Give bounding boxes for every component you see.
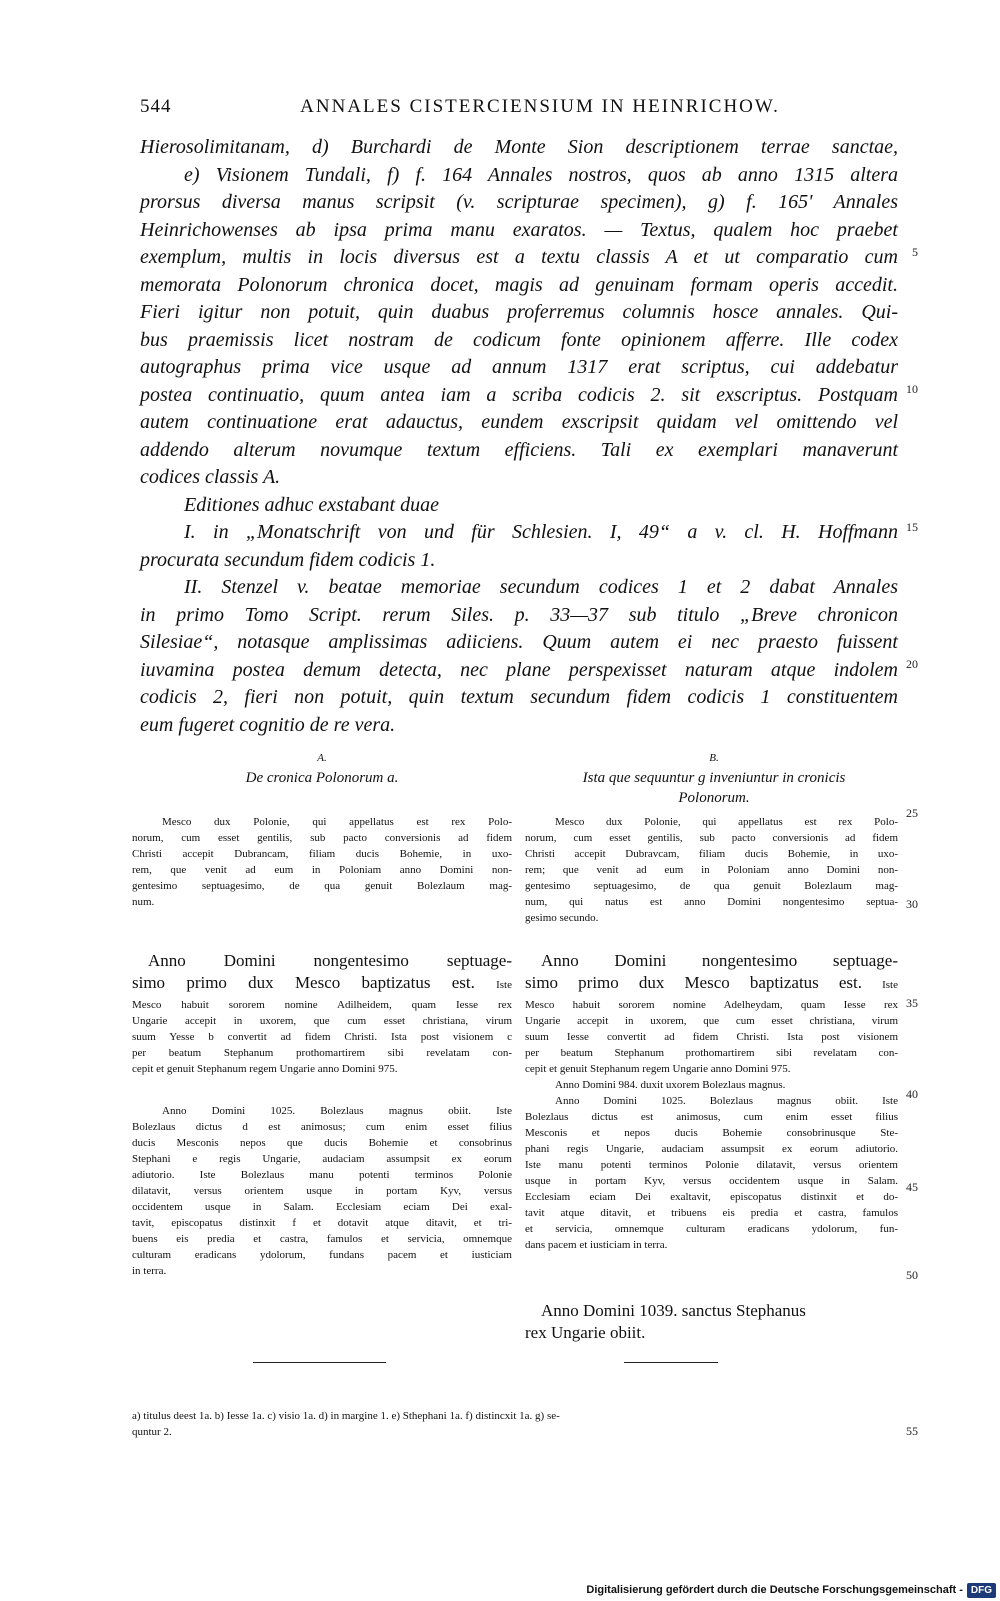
text-line: II. Stenzel v. beatae memoriae secundum codices 1 et 2 dabat Annales	[184, 576, 898, 598]
text-line: num.	[132, 896, 155, 908]
column-b-paragraph-1	[525, 814, 898, 926]
text-line: gesimo secundo.	[525, 912, 599, 924]
text-line: eum fugeret cognitio de re vera.	[140, 713, 396, 736]
line-number: 55	[906, 1424, 918, 1438]
annal-text: simo primo dux Mesco baptizatus est.	[132, 973, 475, 992]
text-line: e) Visionem Tundali, f) f. 164 Annales nostros, quos ab anno 1315 altera	[184, 163, 898, 186]
text-line: per beatum Stephanum prothomartirem sibi revelatam con-	[525, 1047, 898, 1059]
line-number: 45	[906, 1180, 918, 1194]
text-line: gentesimo septuagesimo, de qua genuit Bolezlaum mag-	[132, 880, 512, 892]
running-title: ANNALES CISTERCIENSIUM IN HEINRICHOW.	[300, 96, 780, 117]
text-line: rem; que venit ad eum in Poloniam anno Domini non-	[525, 864, 898, 876]
text-line: norum, cum esset gentilis, sub pacto conversionis ad fidem	[132, 832, 512, 844]
dfg-logo: DFG	[967, 1583, 996, 1598]
text-line: per beatum Stephanum prothomartirem sibi revelatam con-	[132, 1047, 512, 1059]
text-line: bus praemissis licet nostram de codicum fonte opinionem afferre. Ille codex	[140, 328, 898, 351]
column-b-annal-entry-2	[525, 1300, 898, 1344]
intro-text	[140, 134, 898, 739]
footnote-line: a) titulus deest 1a. b) Iesse 1a. c) visio 1a. d) in margine 1. e) Sthephani 1a. f) distincxit 1a. g) se-	[132, 1410, 560, 1422]
text-line: Christi accepit Dubravcam, filiam ducis Bohemie, in uxo-	[525, 848, 898, 860]
line-number: 50	[906, 1268, 918, 1282]
annal-continuation: Iste	[496, 979, 512, 991]
text-line: et servicia, omnemque culturam eradicans ydolorum, fun-	[525, 1223, 898, 1235]
text-line: occidentem usque in Salam. Ecclesiam eciam Dei exal-	[132, 1201, 512, 1213]
text-line: buens eis predia et castra, famulos et servicia, omnemque	[132, 1233, 512, 1245]
text-line: culturam eradicans ydolorum, fundans pacem et iusticiam	[132, 1249, 512, 1261]
text-line: Mesco habuit sororem nomine Adilheidem, quam Iesse rex	[132, 999, 512, 1011]
text-line: gentesimo septuagesimo, de qua genuit Bolezlaum mag-	[525, 880, 898, 892]
text-line: suum Yesse b convertit ad fidem Christi. Ista post visionem c	[132, 1031, 512, 1043]
text-line: adiutorio. Iste Bolezlaus manu potenti terminos Polonie	[132, 1169, 512, 1181]
text-line: exemplum, multis in locis diversus est a textu classis A et ut comparatio cum	[140, 246, 898, 268]
text-line: dilatavit, versus orientem usque in portam Kyv, versus	[132, 1185, 512, 1197]
text-line: Anno Domini 1025. Bolezlaus magnus obiit. Iste	[162, 1105, 512, 1117]
text-line: Ungarie accepit in uxorem, que cum esset christiana, virum	[525, 1015, 898, 1027]
page-number: 544	[140, 96, 172, 117]
line-number: 40	[906, 1087, 918, 1101]
text-line: dans pacem et iusticiam in terra.	[525, 1239, 668, 1251]
text-line: in primo Tomo Script. rerum Siles. p. 33—37 sub titulo „Breve chronicon	[140, 603, 898, 626]
text-line: in terra.	[132, 1265, 167, 1277]
annal-text: simo primo dux Mesco baptizatus est.	[525, 973, 863, 992]
text-line: Silesiae“, notasque amplissimas adiiciens. Quum autem ei nec praesto fuissent	[140, 631, 898, 653]
text-line: iuvamina postea demum detecta, nec plane perspexisset naturam atque indolem	[140, 658, 898, 681]
footnotes	[132, 1408, 892, 1440]
text-line: Mesco dux Polonie, qui appellatus est rex Polo-	[162, 816, 512, 828]
text-line: Stephani e regis Ungarie, audaciam assumpsit ex eorum	[132, 1153, 512, 1165]
text-line: cepit et genuit Stephanum regem Ungarie anno Domini 975.	[525, 1063, 791, 1075]
text-line: Ecclesiam eciam Dei exaltavit, episcopatus distinxit et do-	[525, 1191, 898, 1203]
column-a-end-rule	[253, 1362, 386, 1363]
text-line	[525, 972, 898, 994]
text-line	[132, 972, 512, 994]
text-line: tavit, episcopatus distinxit f et dotavit atque ditavit, et tri-	[132, 1217, 512, 1229]
column-a-paragraph-2	[132, 997, 512, 1077]
text-line: codices classis A.	[140, 466, 281, 488]
text-line: I. in „Monatschrift von und für Schlesien. I, 49“ a v. cl. H. Hoffmann	[184, 521, 898, 543]
text-line: Hierosolimitanam, d) Burchardi de Monte Sion descriptionem terrae sanctae,	[140, 136, 898, 158]
text-line: Anno Domini nongentesimo septuage-	[541, 951, 898, 970]
text-line: suum Iesse convertit ad fidem Christi. Ista post visionem	[525, 1031, 898, 1043]
column-title: Ista que sequuntur g inveniuntur in cronicis	[582, 770, 846, 786]
column-b-annal-entry	[525, 950, 898, 994]
column-a-heading	[132, 752, 512, 788]
text-line: Ungarie accepit in uxorem, que cum esset christiana, virum	[132, 1015, 512, 1027]
column-letter: B.	[709, 752, 719, 764]
text-line: Anno Domini 984. duxit uxorem Bolezlaus magnus.	[555, 1079, 786, 1091]
text-line: procurata secundum fidem codicis 1.	[140, 548, 436, 571]
footnote-line: quntur 2.	[132, 1426, 172, 1438]
text-line: norum, cum esset gentilis, sub pacto conversionis ad fidem	[525, 832, 898, 844]
line-number: 5	[912, 245, 918, 259]
text-line: postea continuatio, quum antea iam a scriba codicis 2. sit exscriptus. Postquam	[140, 383, 898, 406]
text-line: rem, que venit ad eum in Poloniam anno Domini non-	[132, 864, 512, 876]
line-number: 30	[906, 897, 918, 911]
text-line: Bolezlaus dictus est animosus, cum enim esset filius	[525, 1111, 898, 1123]
column-b-paragraph-2	[525, 997, 898, 1253]
text-line: Mesco dux Polonie, qui appellatus est rex Polo-	[555, 816, 898, 828]
text-line: Heinrichowenses ab ipsa prima manu exaratos. — Textus, qualem hoc praebet	[140, 218, 898, 241]
text-line: tavit atque ditavit, et tribuens eis predia et castra, famulos	[525, 1207, 898, 1219]
page-header	[140, 96, 900, 126]
annal-continuation: Iste	[882, 979, 898, 991]
column-b-end-rule	[624, 1362, 718, 1363]
text-line: autem continuatione erat adauctus, eundem exscripsit quidam vel omittendo vel	[140, 411, 898, 433]
credit-text: Digitalisierung gefördert durch die Deutsche Forschungsgemeinschaft -	[586, 1584, 963, 1596]
text-line: Mesco habuit sororem nomine Adelheydam, quam Iesse rex	[525, 999, 898, 1011]
text-line: rex Ungarie obiit.	[525, 1323, 646, 1342]
column-letter: A.	[317, 752, 327, 764]
text-line: addendo alterum novumque textum efficiens. Tali ex exemplari manaverunt	[140, 438, 898, 461]
column-title: De cronica Polonorum a.	[245, 770, 399, 786]
text-line: autographus prima vice usque ad annum 1317 erat scriptus, cui addebatur	[140, 356, 898, 378]
text-line: Bolezlaus dictus d est animosus; cum enim esset filius	[132, 1121, 512, 1133]
line-number: 25	[906, 806, 918, 820]
column-title: Polonorum.	[678, 790, 750, 806]
text-line: codicis 2, fieri non potuit, quin textum secundum fidem codicis 1 constituentem	[140, 686, 898, 708]
text-line: Fieri igitur non potuit, quin duabus proferremus columnis hosce annales. Qui-	[140, 301, 898, 323]
text-line: ducis Mesconis nepos que ducis Bohemie et consobrinus	[132, 1137, 512, 1149]
text-line: num, qui natus est anno Domini nongentesimo septua-	[525, 896, 898, 908]
text-line: Iste manu potenti terminos Polonie dilatavit, versus orientem	[525, 1159, 898, 1171]
text-line: phani regis Ungarie, audaciam assumpsit ex eorum adiutorio.	[525, 1143, 898, 1155]
column-a-paragraph-1	[132, 814, 512, 910]
text-line: Anno Domini nongentesimo septuage-	[148, 951, 512, 970]
column-a-annal-entry	[132, 950, 512, 994]
text-line: prorsus diversa manus scripsit (v. scripturae specimen), g) f. 165' Annales	[140, 191, 898, 213]
text-line: Christi accepit Dubrancam, filiam ducis Bohemie, in uxo-	[132, 848, 512, 860]
text-line: memorata Polonorum chronica docet, magis ad genuinam formam operis accedit.	[140, 273, 898, 296]
text-line: cepit et genuit Stephanum regem Ungarie anno Domini 975.	[132, 1063, 398, 1075]
line-number: 15	[906, 520, 918, 534]
text-line: Anno Domini 1039. sanctus Stephanus	[541, 1301, 806, 1320]
text-line: Editiones adhuc exstabant duae	[184, 493, 439, 516]
line-number: 35	[906, 996, 918, 1010]
column-b-heading	[525, 752, 903, 808]
text-line: Mesconis et nepos ducis Bohemie consobrinusque Ste-	[525, 1127, 898, 1139]
text-line: usque in portam Kyv, versus occidentem usque in Salam.	[525, 1175, 898, 1187]
text-line: Anno Domini 1025. Bolezlaus magnus obiit. Iste	[555, 1095, 898, 1107]
column-a-paragraph-3	[132, 1103, 512, 1279]
line-number: 10	[906, 382, 918, 396]
digitization-credit	[578, 1579, 1000, 1601]
line-number: 20	[906, 657, 918, 671]
